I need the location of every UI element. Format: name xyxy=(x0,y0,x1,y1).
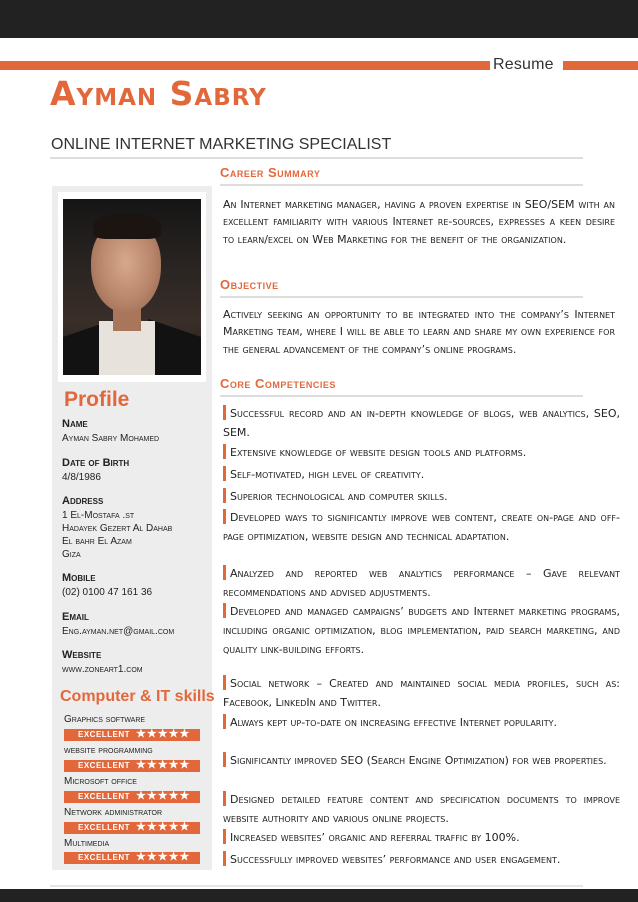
skill-level: EXCELLENT xyxy=(78,853,131,862)
job-title: ONLINE INTERNET MARKETING SPECIALIST xyxy=(51,136,392,153)
resume-label: Resume xyxy=(493,56,554,73)
competency-text: Always kept up-to-date on increasing effective Internet popularity. xyxy=(230,716,557,729)
section-divider xyxy=(220,184,583,186)
skill-rating-bar xyxy=(64,729,200,741)
email-label: Email xyxy=(62,611,89,623)
skill-level: EXCELLENT xyxy=(78,823,131,832)
title-divider xyxy=(50,157,583,159)
skill-level: EXCELLENT xyxy=(78,761,131,770)
competency-text: Analyzed and reported web analytics performance – Gave relevant recommendations and advised adjustments. xyxy=(223,567,620,599)
bullet-bar xyxy=(223,714,226,729)
skill-rating-bar xyxy=(64,760,200,772)
star-rating-icon: ★★★★★ xyxy=(136,851,191,863)
competency-item xyxy=(223,404,620,442)
skill-name: Multimedia xyxy=(64,838,110,849)
bullet-bar xyxy=(223,466,226,481)
bullet-bar xyxy=(223,829,226,844)
header-accent-line-left xyxy=(0,61,490,70)
star-rating-icon: ★★★★★ xyxy=(136,790,191,802)
competency-text: Significantly improved SEO (Search Engine Optimization) for web properties. xyxy=(230,754,607,767)
name-label: Name xyxy=(62,418,88,430)
address-line-1: 1 El-Mostafa .st xyxy=(62,510,135,521)
competency-item xyxy=(223,564,620,602)
bullet-bar xyxy=(223,675,226,690)
address-line-4: Giza xyxy=(62,549,81,560)
dob-label: Date of Birth xyxy=(62,457,130,469)
bullet-bar xyxy=(223,603,226,618)
star-rating-icon: ★★★★★ xyxy=(136,759,191,771)
photo-hair xyxy=(93,213,161,239)
core-competencies-heading: Core Competencies xyxy=(220,376,336,391)
bullet-bar xyxy=(223,752,226,767)
skill-name: Network administrator xyxy=(64,807,163,818)
bullet-bar xyxy=(223,444,226,459)
skill-level: EXCELLENT xyxy=(78,792,131,801)
competency-text: Developed and managed campaigns’ budgets and Internet marketing programs, including organic optimization, blog implementation, paid search marketing, and quality link-building efforts. xyxy=(223,605,620,656)
competency-item xyxy=(223,713,620,732)
competency-text: Self-motivated, high level of creativity. xyxy=(230,468,425,481)
competency-text: Developed ways to significantly improve web content, create on-page and off-page optimization, website design and technical adaptation. xyxy=(223,511,620,543)
competency-text: Increased websites’ organic and referral traffic by 100%. xyxy=(230,831,520,844)
website-label: Website xyxy=(62,649,102,661)
dob-value: 4/8/1986 xyxy=(62,472,101,483)
competency-item xyxy=(223,828,620,847)
mobile-label: Mobile xyxy=(62,572,96,584)
competency-item xyxy=(223,487,620,506)
candidate-name: Ayman Sabry xyxy=(50,74,267,113)
header-accent-line-right xyxy=(563,61,638,70)
address-label: Address xyxy=(62,495,104,507)
career-summary-text: An Internet marketing manager, having a proven expertise in SEO/SEM with an excellent familiarity with various Internet re-sources, expresses a keen desire to learn/excel on Web Marketing for the benefit of the organization. xyxy=(223,198,615,246)
address-line-3: El bahr El Azam xyxy=(62,536,132,547)
star-rating-icon: ★★★★★ xyxy=(136,821,191,833)
skill-name: Microsoft office xyxy=(64,776,137,787)
skill-name: Graphics software xyxy=(64,714,146,725)
skill-name: website programming xyxy=(64,745,153,756)
competency-text: Social network – Created and maintained social media profiles, such as: Facebook, LinkedIn and Twitter. xyxy=(223,677,620,709)
competency-text: Successfully improved websites’ performance and user engagement. xyxy=(230,853,561,866)
profile-photo xyxy=(63,199,201,375)
section-divider xyxy=(220,296,583,298)
competency-item xyxy=(223,751,620,770)
top-dark-bar xyxy=(0,0,638,38)
competency-item xyxy=(223,674,620,712)
skill-rating-bar xyxy=(64,822,200,834)
competency-text: Superior technological and computer skills. xyxy=(230,490,448,503)
website-value: www.zoneart1.com xyxy=(62,664,143,675)
address-line-2: Hadayek Gezert Al Dahab xyxy=(62,523,173,534)
competency-text: Extensive knowledge of website design tools and platforms. xyxy=(230,446,527,459)
bullet-bar xyxy=(223,509,226,524)
bullet-bar xyxy=(223,851,226,866)
star-rating-icon: ★★★★★ xyxy=(136,728,191,740)
bullet-bar xyxy=(223,791,226,806)
competency-text: Designed detailed feature content and specification documents to improve website authority and various online projects. xyxy=(223,793,620,825)
name-value: Ayman Sabry Mohamed xyxy=(62,433,160,444)
career-summary-heading: Career Summary xyxy=(220,165,321,180)
bottom-dark-bar xyxy=(0,889,638,902)
skill-rating-bar xyxy=(64,852,200,864)
footer-divider xyxy=(50,885,583,887)
competency-text: Successful record and an in-depth knowledge of blogs, web analytics, SEO, SEM. xyxy=(223,407,620,439)
objective-text: Actively seeking an opportunity to be integrated into the company’s Internet Marketing team, where I will be able to learn and share my own experience for the general advancement of the company’s online programs. xyxy=(223,308,615,356)
bullet-bar xyxy=(223,488,226,503)
email-value: Eng.ayman.net@gmail.com xyxy=(62,626,175,637)
skill-rating-bar xyxy=(64,791,200,803)
objective-heading: Objective xyxy=(220,277,279,292)
skill-level: EXCELLENT xyxy=(78,730,131,739)
competency-item xyxy=(223,602,620,659)
profile-heading: Profile xyxy=(64,388,130,411)
competency-item xyxy=(223,850,620,869)
competency-item xyxy=(223,443,620,462)
competency-item xyxy=(223,790,620,828)
bullet-bar xyxy=(223,565,226,580)
bullet-bar xyxy=(223,405,226,420)
skills-heading: Computer & IT skills xyxy=(60,688,215,705)
section-divider xyxy=(220,395,583,397)
competency-item xyxy=(223,508,620,546)
mobile-value: (02) 0100 47 161 36 xyxy=(62,587,153,598)
competency-item xyxy=(223,465,620,484)
